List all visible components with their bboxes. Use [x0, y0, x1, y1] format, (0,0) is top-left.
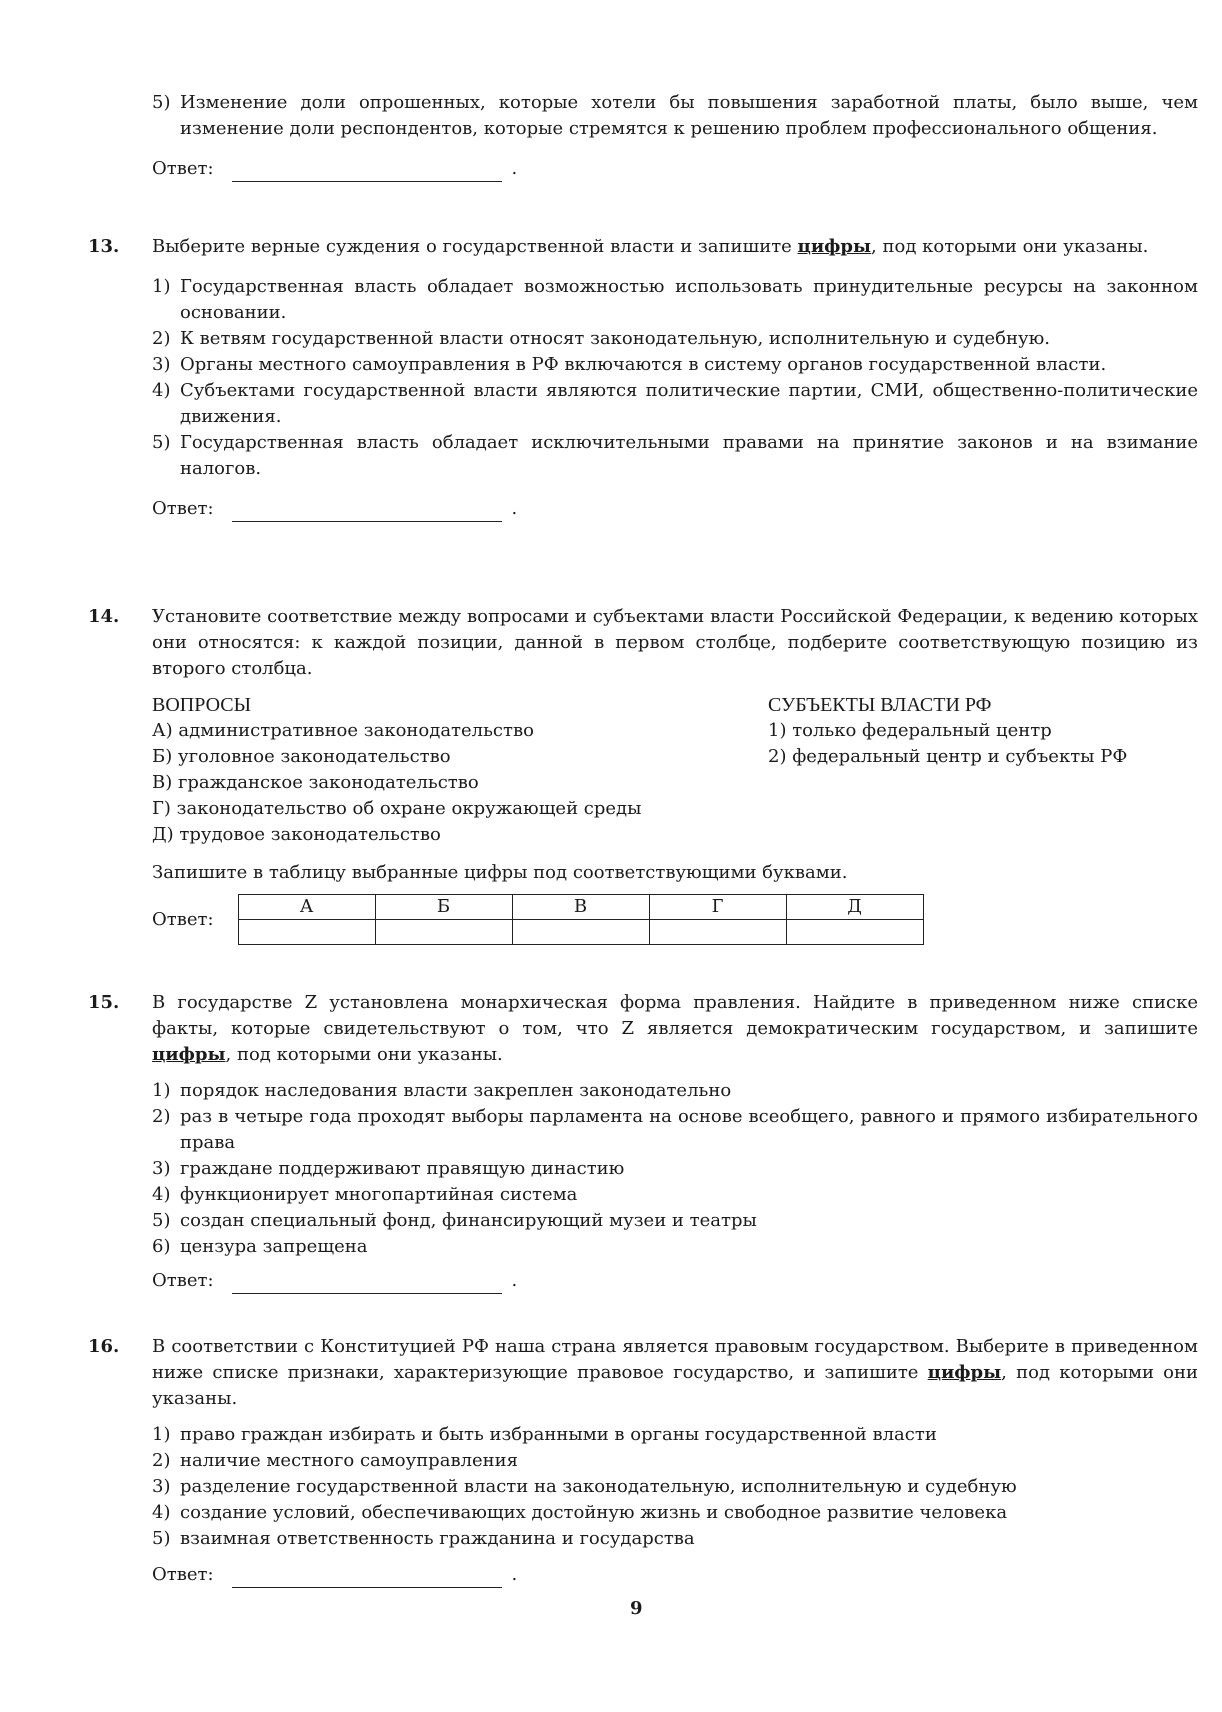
- answer-cell[interactable]: [512, 920, 649, 945]
- question-number: 15.: [88, 992, 120, 1013]
- question-number: 13.: [88, 236, 120, 257]
- list-item: 2) федеральный центр и субъекты РФ: [768, 746, 1128, 767]
- questions-column: [152, 692, 752, 848]
- table-header-cell: Д: [786, 895, 923, 920]
- table-header-cell: Б: [375, 895, 512, 920]
- answer-cell[interactable]: [786, 920, 923, 945]
- answer-cell[interactable]: [649, 920, 786, 945]
- list-item: Б) уголовное законодательство: [152, 746, 451, 767]
- subjects-column: [768, 692, 1198, 848]
- question-16: [88, 1334, 1198, 1588]
- list-item: 5) Изменение доли опрошенных, которые хотели бы повышения заработной платы, было выше, чем изменение доли респондентов, которые стремятся к решению проблем профессионального общения.: [152, 92, 1198, 139]
- column-heading: ВОПРОСЫ: [152, 694, 252, 716]
- list-item: 3) граждане поддерживают правящую династию: [152, 1158, 625, 1179]
- list-item: 1) право граждан избирать и быть избранными в органы государственной власти: [152, 1424, 937, 1445]
- answer-field[interactable]: [232, 499, 502, 522]
- list-item: В) гражданское законодательство: [152, 772, 479, 793]
- list-item: 4) создание условий, обеспечивающих достойную жизнь и свободное развитие человека: [152, 1502, 1008, 1523]
- list-item: 3) разделение государственной власти на законодательную, исполнительную и судебную: [152, 1476, 1017, 1497]
- answer-field[interactable]: [232, 1565, 502, 1588]
- answer-row: Ответ: .: [152, 1562, 1198, 1588]
- list-item: 2) раз в четыре года проходят выборы парламента на основе всеобщего, равного и прямого избирательного права: [152, 1106, 1198, 1153]
- list-item: 1) только федеральный центр: [768, 720, 1052, 741]
- answer-row: Ответ: .: [152, 496, 1198, 522]
- question-15: [88, 990, 1198, 1294]
- question-text: В соответствии с Конституцией РФ наша страна является правовым государством. Выберите в приведенном ниже списке признаки, характеризующие правовое государство, и запишите цифры, под которыми они указаны.: [152, 1336, 1198, 1409]
- prev-question-tail: [88, 90, 1198, 182]
- answer-cell[interactable]: [375, 920, 512, 945]
- list-item: Д) трудовое законодательство: [152, 824, 441, 845]
- list-item: А) административное законодательство: [152, 720, 534, 741]
- list-item: 4) Субъектами государственной власти являются политические партии, СМИ, общественно-политические движения.: [152, 380, 1198, 427]
- table-header-cell: Г: [649, 895, 786, 920]
- page-number: 9: [630, 1598, 643, 1619]
- column-heading: СУБЪЕКТЫ ВЛАСТИ РФ: [768, 694, 992, 716]
- question-text: Выберите верные суждения о государственной власти и запишите цифры, под которыми они указаны.: [152, 236, 1149, 257]
- answer-row: Ответ: .: [152, 156, 1198, 182]
- list-item: 4) функционирует многопартийная система: [152, 1184, 578, 1205]
- instruction: Запишите в таблицу выбранные цифры под соответствующими буквами.: [152, 862, 848, 883]
- question-number: 16.: [88, 1336, 120, 1357]
- table-header-cell: В: [512, 895, 649, 920]
- list-item: 1) порядок наследования власти закреплен законодательно: [152, 1080, 732, 1101]
- answer-table: [238, 894, 924, 945]
- table-header-cell: А: [238, 895, 375, 920]
- question-14: [88, 604, 1198, 945]
- question-text: Установите соответствие между вопросами и субъектами власти Российской Федерации, к ведению которых они относятся: к каждой позиции, данной в первом столбце, подберите соответствующую позицию из второго столбца.: [152, 606, 1198, 679]
- answer-field[interactable]: [232, 1271, 502, 1294]
- list-item: 1) Государственная власть обладает возможностью использовать принудительные ресурсы на законном основании.: [152, 276, 1198, 323]
- question-text: В государстве Z установлена монархическая форма правления. Найдите в приведенном ниже списке факты, которые свидетельствуют о том, что Z является демократическим государством, и запишите цифры, под которыми они указаны.: [152, 992, 1198, 1065]
- list-item: 3) Органы местного самоуправления в РФ включаются в систему органов государственной власти.: [152, 354, 1107, 375]
- answer-row: Ответ: .: [152, 1268, 1198, 1294]
- answer-field[interactable]: [232, 159, 502, 182]
- list-item: 5) Государственная власть обладает исключительными правами на принятие законов и на взимание налогов.: [152, 432, 1198, 479]
- list-item: Г) законодательство об охране окружающей среды: [152, 798, 642, 819]
- list-item: 5) создан специальный фонд, финансирующий музеи и театры: [152, 1210, 757, 1231]
- list-item: 2) наличие местного самоуправления: [152, 1450, 519, 1471]
- answer-cell[interactable]: [238, 920, 375, 945]
- question-13: [88, 234, 1198, 522]
- question-number: 14.: [88, 606, 120, 627]
- answer-table-row: Ответ: А Б В Г Д: [152, 894, 1198, 945]
- list-item: 6) цензура запрещена: [152, 1236, 368, 1257]
- list-item: 5) взаимная ответственность гражданина и государства: [152, 1528, 695, 1549]
- list-item: 2) К ветвям государственной власти относят законодательную, исполнительную и судебную.: [152, 328, 1051, 349]
